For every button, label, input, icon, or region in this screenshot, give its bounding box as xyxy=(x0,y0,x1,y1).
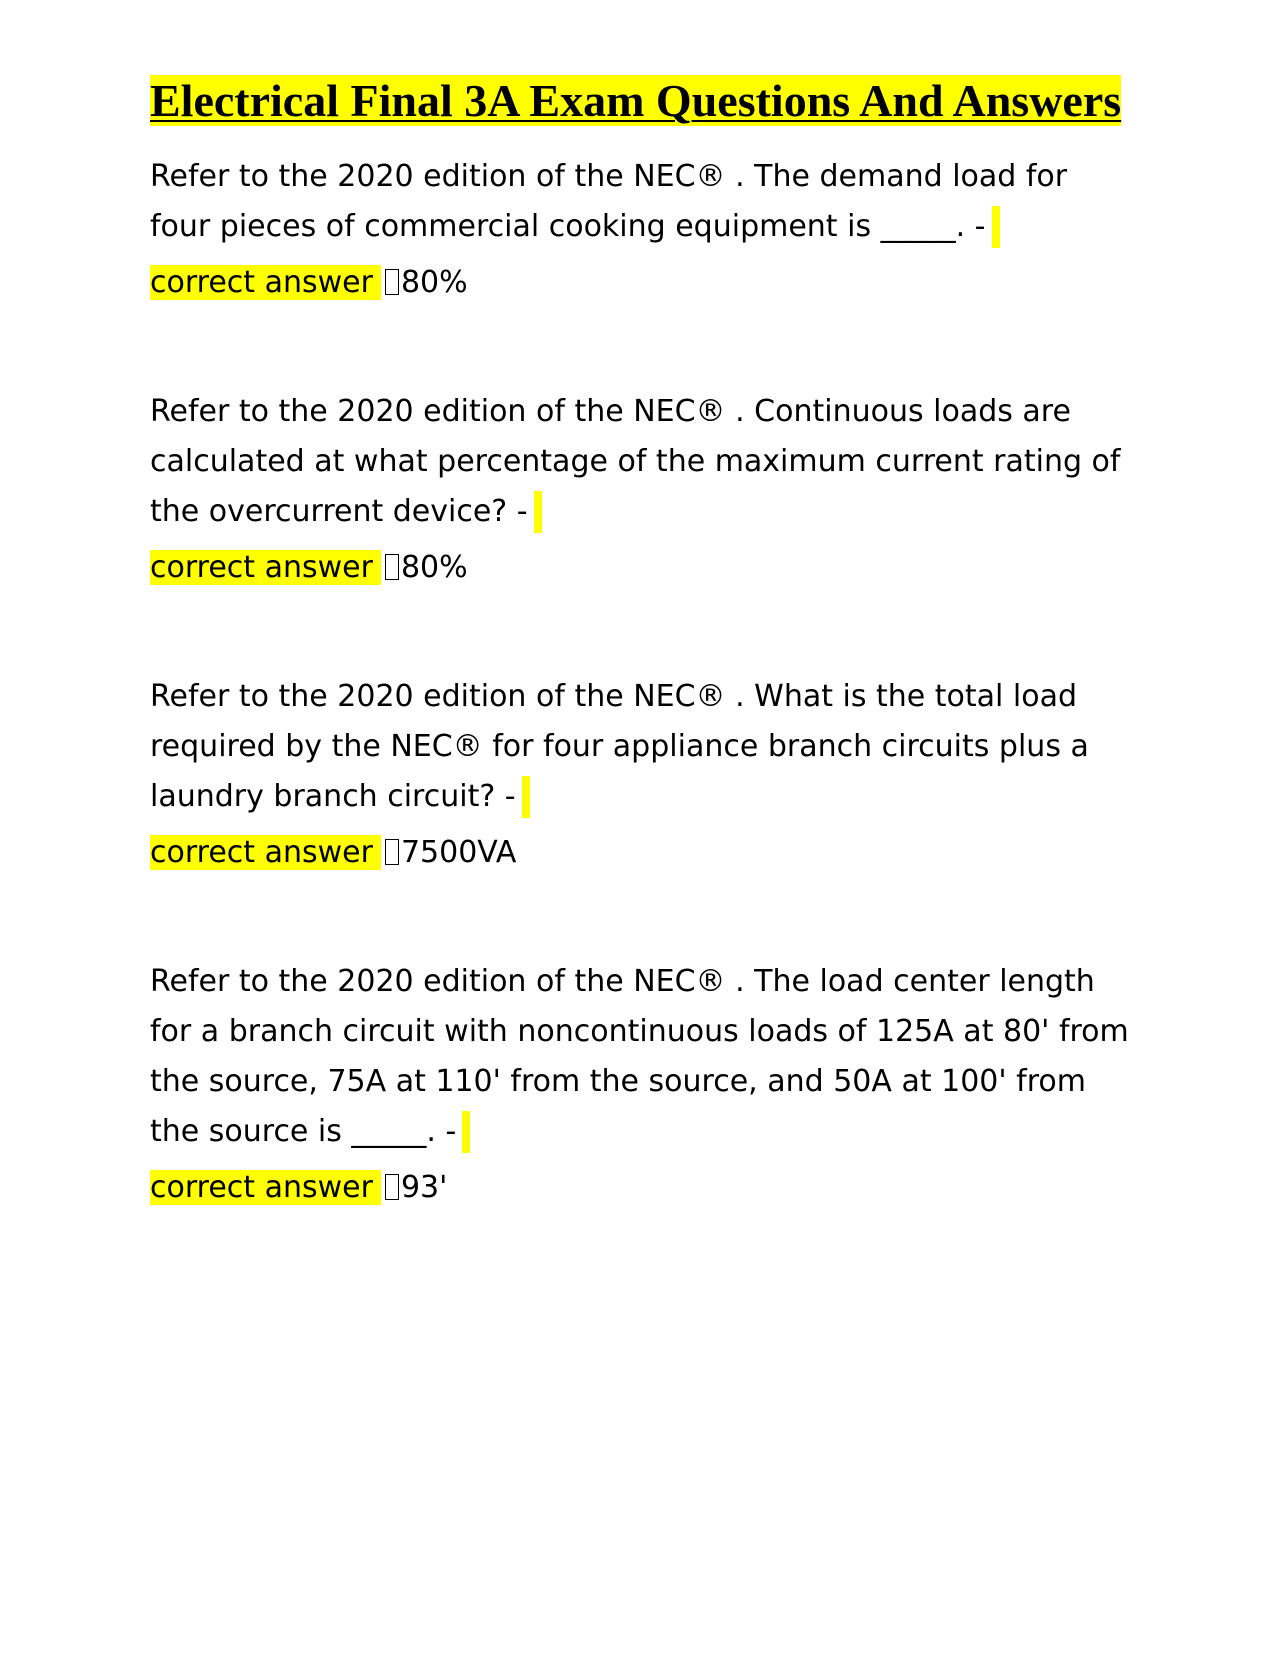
qa-item-1 xyxy=(150,152,1130,308)
qa-item-4 xyxy=(150,957,1130,1213)
answer-label: correct answer xyxy=(150,550,381,585)
question-4-text: Refer to the 2020 edition of the NEC® . The load center length for a branch circuit with noncontinuous loads of 125A at 80' from the source, 75A at 110' from the source, and 50A at 100' from the source is _____. - xyxy=(150,964,1129,1149)
highlight-marker xyxy=(992,206,1000,248)
question-4 xyxy=(150,957,1130,1157)
missing-glyph-icon xyxy=(385,839,399,865)
question-2 xyxy=(150,387,1130,537)
question-1-text: Refer to the 2020 edition of the NEC® . The demand load for four pieces of commercial cooking equipment is _____. - xyxy=(150,159,1068,244)
document-title xyxy=(150,72,1130,130)
highlight-marker xyxy=(534,491,542,533)
question-2-text: Refer to the 2020 edition of the NEC® . Continuous loads are calculated at what percentage of the maximum current rating of the overcurrent device? - xyxy=(150,394,1121,529)
question-3-text: Refer to the 2020 edition of the NEC® . What is the total load required by the NEC® for four appliance branch circuits plus a laundry branch circuit? - xyxy=(150,679,1089,814)
qa-item-3 xyxy=(150,672,1130,878)
question-3 xyxy=(150,672,1130,822)
highlight-marker xyxy=(462,1111,470,1153)
qa-item-2 xyxy=(150,387,1130,593)
missing-glyph-icon xyxy=(385,269,399,295)
missing-glyph-icon xyxy=(385,554,399,580)
highlight-marker xyxy=(522,776,530,818)
question-1 xyxy=(150,152,1130,252)
document-title-text: Electrical Final 3A Exam Questions And Answers xyxy=(150,75,1122,126)
answer-1-value: 80% xyxy=(400,265,468,300)
answer-1 xyxy=(150,258,1130,308)
answer-label: correct answer xyxy=(150,265,381,300)
answer-label: correct answer xyxy=(150,835,381,870)
answer-4-value: 93' xyxy=(400,1170,448,1205)
answer-2 xyxy=(150,543,1130,593)
document-page xyxy=(150,72,1130,1292)
answer-3 xyxy=(150,828,1130,878)
answer-label: correct answer xyxy=(150,1170,381,1205)
answer-4 xyxy=(150,1163,1130,1213)
answer-2-value: 80% xyxy=(400,550,468,585)
answer-3-value: 7500VA xyxy=(400,835,517,870)
missing-glyph-icon xyxy=(385,1174,399,1200)
